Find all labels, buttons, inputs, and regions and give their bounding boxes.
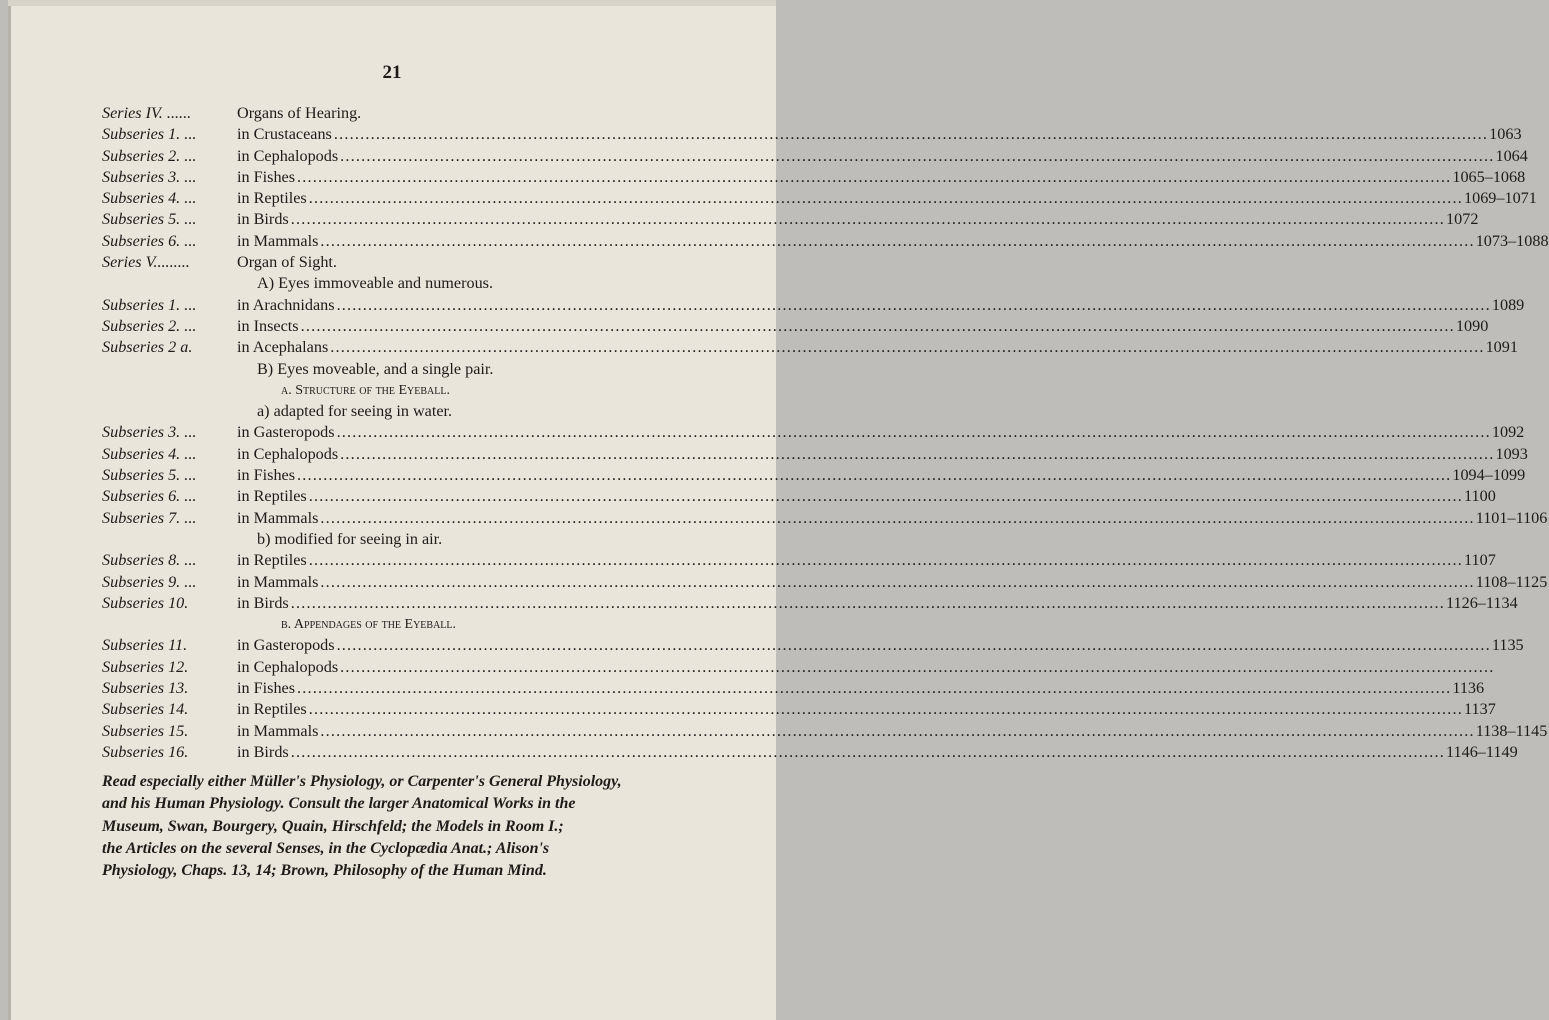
entry-row: [102, 721, 1548, 742]
leader-dots: ............................................................................................................................................................................................................................: [297, 167, 1452, 186]
entry-line: [237, 657, 1495, 678]
leader-dots: ............................................................................................................................................................................................................................: [320, 231, 1475, 250]
specimen-numbers: 1107: [1464, 551, 1496, 570]
page-top-edge: [8, 0, 776, 6]
series-label: Series IV. ......: [102, 104, 192, 122]
entry-row: [102, 146, 1528, 167]
section-heading: a) adapted for seeing in water.: [257, 402, 453, 421]
subseries-label: Subseries 5. ...: [102, 210, 197, 229]
entry-row: [102, 657, 1495, 678]
specimen-numbers: 1135: [1491, 636, 1524, 655]
specimen-numbers: 1146–1149: [1446, 742, 1518, 761]
entry-text: in Fishes: [237, 167, 296, 186]
entry-row: [102, 572, 1548, 593]
entry-row: [102, 124, 1522, 145]
leader-dots: ............................................................................................................................................................................................................................: [340, 657, 1495, 676]
section-heading: b. Appendages of the Eyeball.: [281, 617, 457, 633]
heading-row: [102, 359, 728, 380]
entry-row: [102, 444, 1528, 465]
subseries-label: Subseries 2. ...: [102, 316, 197, 335]
entry-row: [102, 316, 1489, 337]
entry-line: [237, 422, 1525, 443]
specimen-numbers: 1072: [1446, 210, 1479, 229]
entry-row: [102, 508, 1548, 529]
entry-line: [237, 337, 1518, 358]
entry-text: in Reptiles: [237, 189, 307, 208]
subseries-label: Subseries 6. ...: [102, 487, 197, 506]
specimen-numbers: [1494, 657, 1495, 678]
leader-dots: ............................................................................................................................................................................................................................: [297, 466, 1452, 485]
subseries-label: Subseries 15.: [102, 721, 189, 740]
specimen-numbers: 1138–1145: [1475, 721, 1548, 740]
specimen-numbers: 1094–1099: [1452, 466, 1526, 485]
leader-dots: ............................................................................................................................................................................................................................: [333, 125, 1489, 144]
entry-row: [102, 550, 1496, 571]
leader-dots: ............................................................................................................................................................................................................................: [308, 700, 1464, 719]
heading-row: [102, 614, 728, 635]
entry-text: in Reptiles: [237, 487, 307, 506]
subseries-label: Subseries 14.: [102, 700, 189, 719]
subseries-label: Subseries 2 a.: [102, 338, 193, 357]
specimen-numbers: 1064: [1495, 146, 1528, 165]
entry-line: [237, 550, 1496, 571]
leader-dots: ............................................................................................................................................................................................................................: [297, 679, 1452, 698]
entry-row: [102, 188, 1537, 209]
entry-line: [237, 486, 1496, 507]
series-title: Organ of Sight.: [237, 253, 337, 272]
subseries-label: Subseries 4. ...: [102, 189, 197, 208]
leader-dots: ............................................................................................................................................................................................................................: [320, 508, 1475, 527]
contents-list: [102, 103, 1549, 882]
reading-note-line: the Articles on the several Senses, in the Cyclopædia Anat.; Alison's: [102, 839, 550, 857]
entry-line: [237, 635, 1524, 656]
entry-line: [237, 678, 1485, 699]
subseries-label: Subseries 7. ...: [102, 508, 197, 527]
entry-text: in Mammals: [237, 508, 319, 527]
specimen-numbers: 1069–1071: [1464, 189, 1537, 208]
subseries-label: Subseries 3. ...: [102, 423, 197, 442]
subseries-label: Subseries 4. ...: [102, 444, 197, 463]
entry-line: [237, 721, 1548, 742]
leader-dots: ............................................................................................................................................................................................................................: [308, 487, 1464, 506]
subseries-label: Subseries 1. ...: [102, 295, 197, 314]
entry-text: in Mammals: [237, 231, 319, 250]
section-heading: B) Eyes moveable, and a single pair.: [257, 359, 494, 378]
entry-row: [102, 465, 1526, 486]
specimen-numbers: 1101–1106: [1475, 508, 1548, 527]
entry-row: [102, 337, 1518, 358]
entry-text: in Gasteropods: [237, 636, 335, 655]
specimen-numbers: 1091: [1485, 338, 1518, 357]
specimen-numbers: 1065–1068: [1452, 167, 1526, 186]
series-title: Organs of Hearing.: [237, 104, 362, 122]
leader-dots: ............................................................................................................................................................................................................................: [290, 593, 1446, 612]
entry-text: in Reptiles: [237, 700, 307, 719]
entry-text: in Mammals: [237, 572, 319, 591]
specimen-numbers: 1092: [1491, 423, 1525, 442]
heading-row: [102, 380, 728, 401]
entry-row: [102, 678, 1485, 699]
subseries-label: Subseries 1. ...: [102, 125, 197, 144]
entry-text: in Cephalopods: [237, 444, 339, 463]
entry-line: [237, 146, 1528, 167]
entry-text: in Birds: [237, 210, 289, 229]
subseries-label: Subseries 12.: [102, 657, 189, 676]
reading-note-line: Read especially either Müller's Physiology, or Carpenter's General Physiology,: [102, 773, 622, 791]
entry-line: [237, 124, 1522, 145]
specimen-numbers: 1108–1125: [1475, 572, 1548, 591]
specimen-numbers: 1137: [1464, 700, 1496, 719]
page-number: 21: [382, 62, 402, 83]
leader-dots: ............................................................................................................................................................................................................................: [330, 338, 1485, 357]
entry-row: [102, 295, 1525, 316]
leader-dots: ............................................................................................................................................................................................................................: [336, 636, 1491, 655]
subseries-label: Subseries 13.: [102, 679, 189, 698]
entry-row: [102, 699, 1496, 720]
leader-dots: ............................................................................................................................................................................................................................: [308, 189, 1464, 208]
subseries-label: Subseries 9. ...: [102, 572, 197, 591]
leader-dots: ............................................................................................................................................................................................................................: [340, 444, 1495, 463]
specimen-numbers: 1093: [1495, 444, 1528, 463]
series-label: Series V.........: [102, 253, 190, 272]
entry-text: in Fishes: [237, 466, 296, 485]
entry-row: [102, 209, 1479, 230]
entry-row: [102, 422, 1525, 443]
entry-line: [237, 209, 1479, 230]
entry-line: [237, 167, 1526, 188]
specimen-numbers: 1136: [1452, 679, 1485, 698]
entry-line: [237, 699, 1496, 720]
subseries-label: Subseries 8. ...: [102, 551, 197, 570]
entry-row: [102, 167, 1526, 188]
section-heading: a. Structure of the Eyeball.: [281, 382, 450, 398]
entry-text: in Mammals: [237, 721, 319, 740]
leader-dots: ............................................................................................................................................................................................................................: [320, 572, 1475, 591]
entry-row: [102, 486, 1496, 507]
leader-dots: ............................................................................................................................................................................................................................: [300, 316, 1455, 335]
entry-text: in Cephalopods: [237, 657, 339, 676]
entry-text: in Insects: [237, 316, 299, 335]
subseries-label: Subseries 6. ...: [102, 231, 197, 250]
reading-note-line: and his Human Physiology. Consult the larger Anatomical Works in the: [102, 795, 576, 813]
entry-line: [237, 465, 1526, 486]
reading-note: [102, 771, 728, 882]
entry-text: in Birds: [237, 593, 289, 612]
entry-line: [237, 593, 1518, 614]
leader-dots: ............................................................................................................................................................................................................................: [320, 721, 1475, 740]
entry-row: [102, 231, 1549, 252]
entry-line: [237, 742, 1518, 763]
reading-note-line: Physiology, Chaps. 13, 14; Brown, Philosophy of the Human Mind.: [102, 862, 547, 880]
entry-text: in Arachnidans: [237, 295, 335, 314]
entry-line: [237, 295, 1525, 316]
heading-row: [102, 529, 728, 550]
heading-row: [102, 401, 728, 422]
subseries-label: Subseries 11.: [102, 636, 188, 655]
specimen-numbers: 1063: [1489, 125, 1522, 144]
specimen-numbers: 1073–1088: [1475, 231, 1549, 250]
entry-text: in Reptiles: [237, 551, 307, 570]
series-row: [102, 103, 728, 124]
entry-row: [102, 593, 1518, 614]
entry-line: [237, 444, 1528, 465]
heading-row: [102, 273, 728, 294]
entry-row: [102, 742, 1518, 763]
entry-text: in Cephalopods: [237, 146, 339, 165]
specimen-numbers: 1100: [1464, 487, 1496, 506]
entry-line: [237, 188, 1537, 209]
subseries-label: Subseries 16.: [102, 742, 189, 761]
entry-text: in Fishes: [237, 679, 296, 698]
leader-dots: ............................................................................................................................................................................................................................: [336, 423, 1491, 442]
entry-text: in Crustaceans: [237, 125, 332, 144]
specimen-numbers: 1126–1134: [1446, 593, 1518, 612]
leader-dots: ............................................................................................................................................................................................................................: [340, 146, 1495, 165]
subseries-label: Subseries 3. ...: [102, 167, 197, 186]
subseries-label: Subseries 10.: [102, 593, 189, 612]
entry-text: in Gasteropods: [237, 423, 335, 442]
leader-dots: ............................................................................................................................................................................................................................: [290, 210, 1446, 229]
specimen-numbers: 1090: [1455, 316, 1489, 335]
entry-text: in Birds: [237, 742, 289, 761]
entry-line: [237, 316, 1489, 337]
specimen-numbers: 1089: [1491, 295, 1525, 314]
entry-row: [102, 635, 1524, 656]
subseries-label: Subseries 2. ...: [102, 146, 197, 165]
section-heading: b) modified for seeing in air.: [257, 529, 443, 548]
entry-line: [237, 572, 1548, 593]
leader-dots: ............................................................................................................................................................................................................................: [290, 742, 1446, 761]
entry-line: [237, 231, 1549, 252]
book-page: [8, 0, 1549, 1020]
subseries-label: Subseries 5. ...: [102, 466, 197, 485]
leader-dots: ............................................................................................................................................................................................................................: [336, 295, 1491, 314]
series-row: [102, 252, 728, 273]
leader-dots: ............................................................................................................................................................................................................................: [308, 551, 1464, 570]
entry-line: [237, 508, 1548, 529]
entry-text: in Acephalans: [237, 338, 329, 357]
reading-note-line: Museum, Swan, Bourgery, Quain, Hirschfeld; the Models in Room I.;: [102, 817, 564, 835]
section-heading: A) Eyes immoveable and numerous.: [257, 274, 494, 293]
